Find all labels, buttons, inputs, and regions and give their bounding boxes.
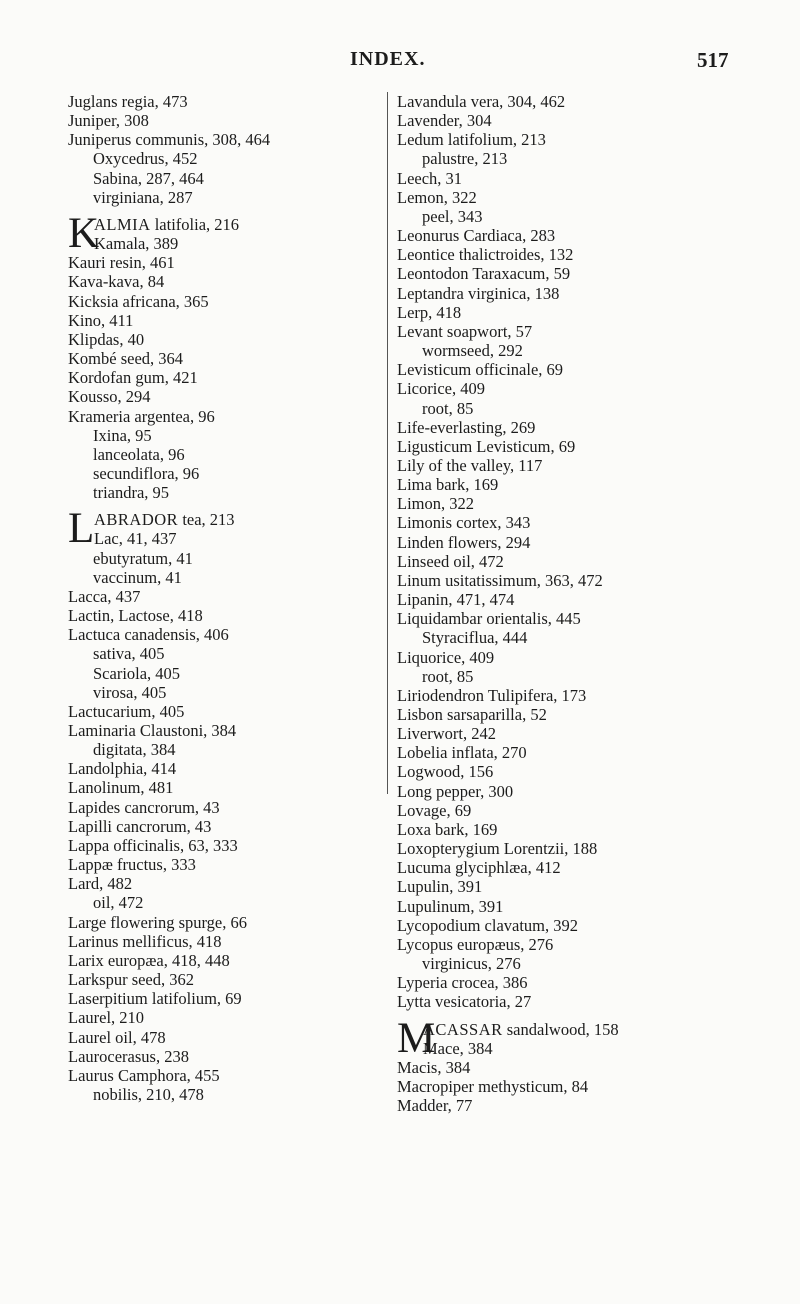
- index-entry: Lac, 41, 437: [94, 529, 177, 549]
- index-entry: Lily of the valley, 117: [397, 455, 543, 475]
- index-entry: Logwood, 156: [397, 762, 494, 782]
- index-entry: Kino, 411: [68, 310, 134, 330]
- drop-cap: L: [68, 505, 95, 553]
- index-subentry: virosa, 405: [93, 682, 167, 702]
- letter-section-start: [68, 505, 388, 553]
- column-divider: [387, 92, 388, 794]
- index-entry: Lyperia crocea, 386: [397, 973, 528, 993]
- index-entry: Laminaria Claustoni, 384: [68, 721, 237, 740]
- index-entry: Kauri resin, 461: [68, 253, 175, 273]
- index-entry: Lanolinum, 481: [68, 778, 174, 798]
- index-entry: Madder, 77: [397, 1096, 473, 1116]
- index-entry: Large flowering spurge, 66: [68, 912, 248, 932]
- index-entry: Juniper, 308: [68, 111, 149, 131]
- index-entry: Kordofan gum, 421: [68, 368, 198, 388]
- index-entry: Kicksia africana, 365: [68, 291, 209, 311]
- index-subentry: virginicus, 276: [422, 954, 521, 974]
- index-entry: Liverwort, 242: [397, 724, 496, 744]
- entry-rest: latifolia, 216: [150, 214, 240, 234]
- index-subentry: Ixina, 95: [93, 425, 152, 445]
- entry-rest: sandalwood, 158: [502, 1019, 619, 1039]
- index-entry: Larix europæa, 418, 448: [68, 950, 230, 970]
- index-entry: Lucuma glyciphlæa, 412: [397, 858, 561, 878]
- index-entry: Long pepper, 300: [397, 781, 514, 801]
- index-entry: Lemon, 322: [397, 187, 477, 207]
- index-subentry: Scariola, 405: [93, 663, 181, 683]
- index-entry: Lactin, Lactose, 418: [68, 606, 203, 626]
- index-subentry: nobilis, 210, 478: [93, 1084, 204, 1104]
- index-entry: Macropiper methysticum, 84: [397, 1076, 589, 1096]
- index-entry: Laurel, 210: [68, 1008, 145, 1028]
- index-subentry: palustre, 213: [422, 149, 508, 169]
- letter-section-start: [68, 209, 388, 257]
- index-subentry: sativa, 405: [93, 644, 165, 664]
- index-entry: Lycopodium clavatum, 392: [397, 915, 579, 935]
- index-subentry: vaccinum, 41: [93, 567, 182, 587]
- index-entry: Leontice thalictroides, 132: [397, 245, 574, 265]
- letter-section-gap: [68, 502, 388, 510]
- index-entry: Lisbon sarsaparilla, 52: [397, 705, 547, 724]
- index-entry: Lactuca canadensis, 406: [68, 625, 229, 645]
- index-entry: Laurel oil, 478: [68, 1027, 166, 1047]
- index-entry: Leptandra virginica, 138: [397, 283, 560, 303]
- entry-rest: tea, 213: [178, 510, 235, 530]
- index-subentry: root, 85: [422, 666, 474, 686]
- index-entry: Lapides cancrorum, 43: [68, 797, 220, 817]
- index-entry: Lipanin, 471, 474: [397, 590, 515, 610]
- index-entry: Lavender, 304: [397, 111, 492, 131]
- index-entry: Limon, 322: [397, 494, 474, 514]
- index-entry: Lobelia inflata, 270: [397, 743, 527, 763]
- index-entry: Leech, 31: [397, 168, 463, 188]
- index-entry: Leonurus Cardiaca, 283: [397, 226, 556, 246]
- index-entry: Lappæ fructus, 333: [68, 855, 196, 875]
- index-entry: Linseed oil, 472: [397, 551, 504, 571]
- page-number: 517: [697, 48, 729, 72]
- index-entry: Linden flowers, 294: [397, 532, 531, 552]
- index-entry: Lapilli cancrorum, 43: [68, 816, 212, 836]
- index-subentry: Styraciflua, 444: [422, 628, 528, 648]
- index-subentry: digitata, 384: [93, 740, 176, 760]
- index-entry: Lupulin, 391: [397, 877, 483, 897]
- index-entry: Klipdas, 40: [68, 329, 145, 349]
- index-entry: Limonis cortex, 343: [397, 513, 531, 533]
- index-entry: Kamala, 389: [94, 234, 179, 254]
- index-entry: Lytta vesicatoria, 27: [397, 992, 532, 1012]
- entry-headword-caps: ALMIA: [94, 214, 151, 234]
- index-entry: Liriodendron Tulipifera, 173: [397, 685, 587, 705]
- index-entry: Macis, 384: [397, 1057, 471, 1077]
- entry-headword-caps: ACASSAR: [423, 1019, 503, 1039]
- index-entry: Landolphia, 414: [68, 759, 177, 779]
- index-column-left: [68, 92, 388, 1104]
- index-column-right: [397, 92, 737, 1115]
- index-subentry: lanceolata, 96: [93, 444, 185, 464]
- index-entry: Juglans regia, 473: [68, 92, 188, 111]
- index-entry: Levisticum officinale, 69: [397, 360, 564, 380]
- index-entry: Ligusticum Levisticum, 69: [397, 436, 576, 456]
- index-entry: Life-everlasting, 269: [397, 417, 536, 437]
- index-entry: Lappa officinalis, 63, 333: [68, 835, 238, 855]
- index-entry: Lupulinum, 391: [397, 896, 504, 916]
- letter-section-start: [397, 1014, 737, 1062]
- index-entry: Liquidambar orientalis, 445: [397, 609, 581, 629]
- letter-section-gap: [68, 207, 388, 215]
- index-subentry: root, 85: [422, 398, 474, 418]
- index-entry: Laurus Camphora, 455: [68, 1065, 220, 1085]
- index-entry: Lycopus europæus, 276: [397, 934, 554, 954]
- index-entry: Loxa bark, 169: [397, 819, 498, 839]
- index-entry: Licorice, 409: [397, 379, 485, 399]
- index-entry: Laserpitium latifolium, 69: [68, 989, 242, 1009]
- index-entry: Juniperus communis, 308, 464: [68, 130, 271, 150]
- index-entry: Lima bark, 169: [397, 475, 499, 495]
- drop-cap: M: [397, 1014, 436, 1062]
- index-entry: Kombé seed, 364: [68, 349, 184, 369]
- index-subentry: oil, 472: [93, 893, 144, 913]
- index-entry: Laurocerasus, 238: [68, 1046, 189, 1066]
- index-entry: Larinus mellificus, 418: [68, 931, 222, 951]
- page-header: [0, 48, 800, 78]
- index-entry: Kousso, 294: [68, 387, 151, 407]
- index-entry: Larkspur seed, 362: [68, 970, 195, 990]
- index-entry: Lacca, 437: [68, 586, 141, 606]
- index-subentry: ebutyratum, 41: [93, 548, 193, 568]
- index-entry: Kava-kava, 84: [68, 272, 165, 292]
- index-subentry: Oxycedrus, 452: [93, 149, 198, 169]
- index-entry: Lovage, 69: [397, 800, 472, 820]
- index-subentry: virginiana, 287: [93, 187, 193, 207]
- index-entry: Lactucarium, 405: [68, 701, 185, 721]
- index-entry: Linum usitatissimum, 363, 472: [397, 570, 603, 590]
- entry-headword-caps: ABRADOR: [94, 510, 179, 530]
- index-entry: Lard, 482: [68, 874, 133, 894]
- index-subentry: Sabina, 287, 464: [93, 168, 204, 188]
- index-entry: Leontodon Taraxacum, 59: [397, 264, 571, 284]
- index-subentry: wormseed, 292: [422, 341, 523, 361]
- page-title: INDEX.: [350, 48, 426, 70]
- index-subentry: secundiflora, 96: [93, 463, 200, 483]
- index-entry: Lavandula vera, 304, 462: [397, 92, 566, 111]
- letter-section-gap: [397, 1012, 737, 1020]
- index-entry: Ledum latifolium, 213: [397, 130, 546, 150]
- index-entry: Loxopterygium Lorentzii, 188: [397, 839, 598, 859]
- index-entry: Lerp, 418: [397, 302, 462, 322]
- index-entry: Mace, 384: [423, 1038, 493, 1058]
- drop-cap: K: [68, 209, 100, 257]
- index-entry: Liquorice, 409: [397, 647, 495, 667]
- index-entry: Krameria argentea, 96: [68, 406, 215, 426]
- index-subentry: peel, 343: [422, 206, 483, 226]
- index-subentry: triandra, 95: [93, 483, 170, 503]
- index-entry: Levant soapwort, 57: [397, 321, 533, 341]
